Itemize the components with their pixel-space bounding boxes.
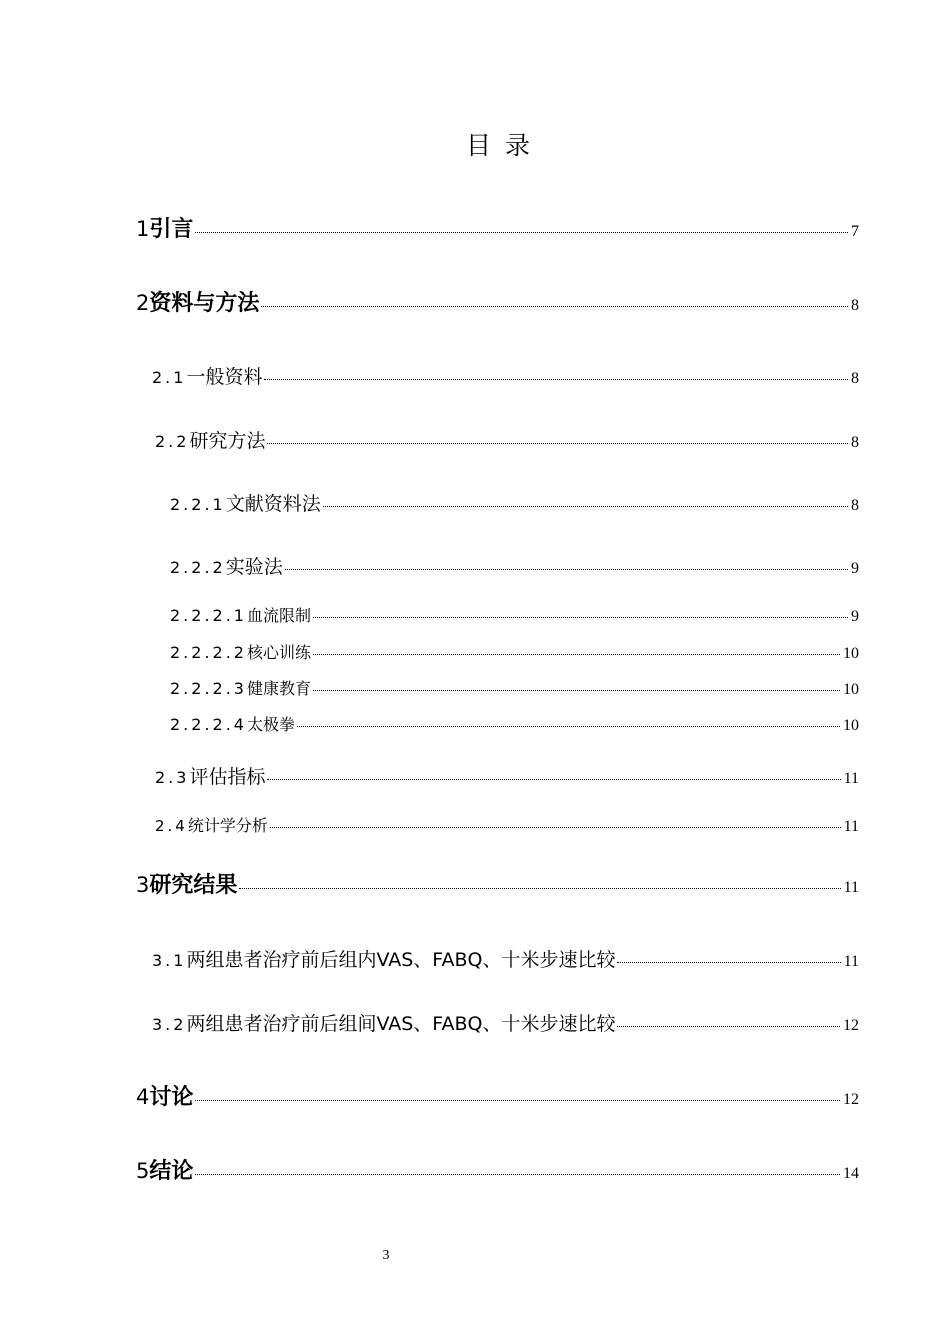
toc-page: 11 bbox=[843, 879, 859, 896]
dot-leader bbox=[261, 306, 848, 307]
toc-title: 目录 bbox=[465, 131, 544, 160]
toc-entry-2-2-2-3[interactable] bbox=[170, 676, 859, 699]
toc-entry-5[interactable] bbox=[136, 1154, 859, 1185]
dot-leader bbox=[264, 379, 848, 380]
toc-number: 2.1 bbox=[152, 368, 187, 387]
toc-text: 两组患者治疗前后组间VAS、FABQ、十米步速比较 bbox=[186, 1013, 616, 1035]
dot-leader bbox=[195, 232, 848, 233]
toc-page: 10 bbox=[843, 681, 859, 698]
dot-leader bbox=[297, 726, 840, 727]
toc-text: 血流限制 bbox=[246, 606, 311, 625]
toc-entry-2-3[interactable] bbox=[155, 762, 859, 789]
toc-page: 14 bbox=[843, 1165, 859, 1182]
toc-page: 11 bbox=[843, 818, 859, 835]
toc-text: 太极拳 bbox=[246, 715, 295, 734]
dot-leader bbox=[323, 506, 848, 507]
toc-text: 研究结果 bbox=[149, 873, 238, 898]
toc-text: 结论 bbox=[149, 1159, 194, 1184]
dot-leader bbox=[285, 569, 848, 570]
toc-page: 8 bbox=[851, 434, 859, 451]
dot-leader bbox=[313, 617, 848, 618]
toc-page: 11 bbox=[843, 770, 859, 787]
toc-number: 2.4 bbox=[155, 817, 188, 835]
toc-text: 引言 bbox=[149, 217, 194, 242]
toc-entry-2-1[interactable] bbox=[152, 362, 859, 389]
toc-text: 一般资料 bbox=[186, 366, 263, 388]
toc-number: 2.2 bbox=[155, 432, 190, 451]
dot-leader bbox=[617, 962, 840, 963]
toc-text: 研究方法 bbox=[189, 430, 266, 452]
toc-page: 9 bbox=[851, 608, 859, 625]
toc-entry-2[interactable] bbox=[136, 286, 859, 317]
toc-number: 2.2.1 bbox=[170, 495, 226, 514]
dot-leader bbox=[195, 1174, 840, 1175]
toc-page: 8 bbox=[851, 297, 859, 314]
toc-page: 12 bbox=[843, 1017, 859, 1034]
toc-page: 9 bbox=[851, 560, 859, 577]
toc-number: 3.1 bbox=[152, 951, 187, 970]
toc-entry-3-1[interactable] bbox=[152, 945, 859, 972]
toc-text: 核心训练 bbox=[246, 643, 311, 662]
toc-page: 10 bbox=[843, 645, 859, 662]
dot-leader bbox=[617, 1026, 840, 1027]
toc-number: 2.2.2.2 bbox=[170, 643, 247, 662]
toc-entry-1[interactable] bbox=[136, 212, 859, 243]
toc-entry-2-4[interactable] bbox=[155, 813, 859, 836]
dot-leader bbox=[313, 690, 840, 691]
dot-leader bbox=[267, 779, 840, 780]
dot-leader bbox=[267, 443, 848, 444]
toc-page: 12 bbox=[843, 1091, 859, 1108]
toc-text: 资料与方法 bbox=[149, 291, 260, 316]
toc-entry-3[interactable] bbox=[136, 868, 859, 899]
toc-page: 11 bbox=[843, 953, 859, 970]
dot-leader bbox=[270, 827, 841, 828]
toc-number: 4 bbox=[136, 1085, 150, 1109]
toc-entry-2-2-2-2[interactable] bbox=[170, 640, 859, 663]
toc-number: 2.2.2.3 bbox=[170, 679, 247, 698]
toc-text: 讨论 bbox=[149, 1085, 194, 1110]
toc-text: 两组患者治疗前后组内VAS、FABQ、十米步速比较 bbox=[186, 949, 616, 971]
toc-entry-2-2-2-1[interactable] bbox=[170, 603, 859, 626]
toc-number: 1 bbox=[136, 217, 150, 241]
toc-page: 8 bbox=[851, 370, 859, 387]
toc-number: 2.2.2.4 bbox=[170, 715, 247, 734]
toc-entry-2-2[interactable] bbox=[155, 426, 859, 453]
toc-page: 10 bbox=[843, 717, 859, 734]
dot-leader bbox=[313, 654, 840, 655]
toc-number: 2 bbox=[136, 291, 150, 315]
toc-page: 8 bbox=[851, 497, 859, 514]
toc-page: 7 bbox=[851, 223, 859, 240]
toc-entry-2-2-2[interactable] bbox=[170, 552, 859, 579]
toc-entry-2-2-2-4[interactable] bbox=[170, 712, 859, 735]
toc-number: 2.3 bbox=[155, 768, 190, 787]
toc-number: 3 bbox=[136, 873, 150, 897]
page-number: 3 bbox=[382, 1248, 390, 1263]
toc-number: 5 bbox=[136, 1159, 150, 1183]
dot-leader bbox=[195, 1100, 840, 1101]
toc-number: 2.2.2.1 bbox=[170, 606, 247, 625]
toc-text: 评估指标 bbox=[189, 766, 266, 788]
toc-entry-2-2-1[interactable] bbox=[170, 489, 859, 516]
toc-entry-4[interactable] bbox=[136, 1080, 859, 1111]
toc-text: 文献资料法 bbox=[225, 493, 321, 515]
toc-text: 健康教育 bbox=[246, 679, 311, 698]
dot-leader bbox=[239, 888, 840, 889]
toc-text: 统计学分析 bbox=[187, 816, 268, 835]
toc-number: 3.2 bbox=[152, 1015, 187, 1034]
toc-text: 实验法 bbox=[225, 556, 283, 578]
toc-number: 2.2.2 bbox=[170, 558, 226, 577]
toc-entry-3-2[interactable] bbox=[152, 1009, 859, 1036]
